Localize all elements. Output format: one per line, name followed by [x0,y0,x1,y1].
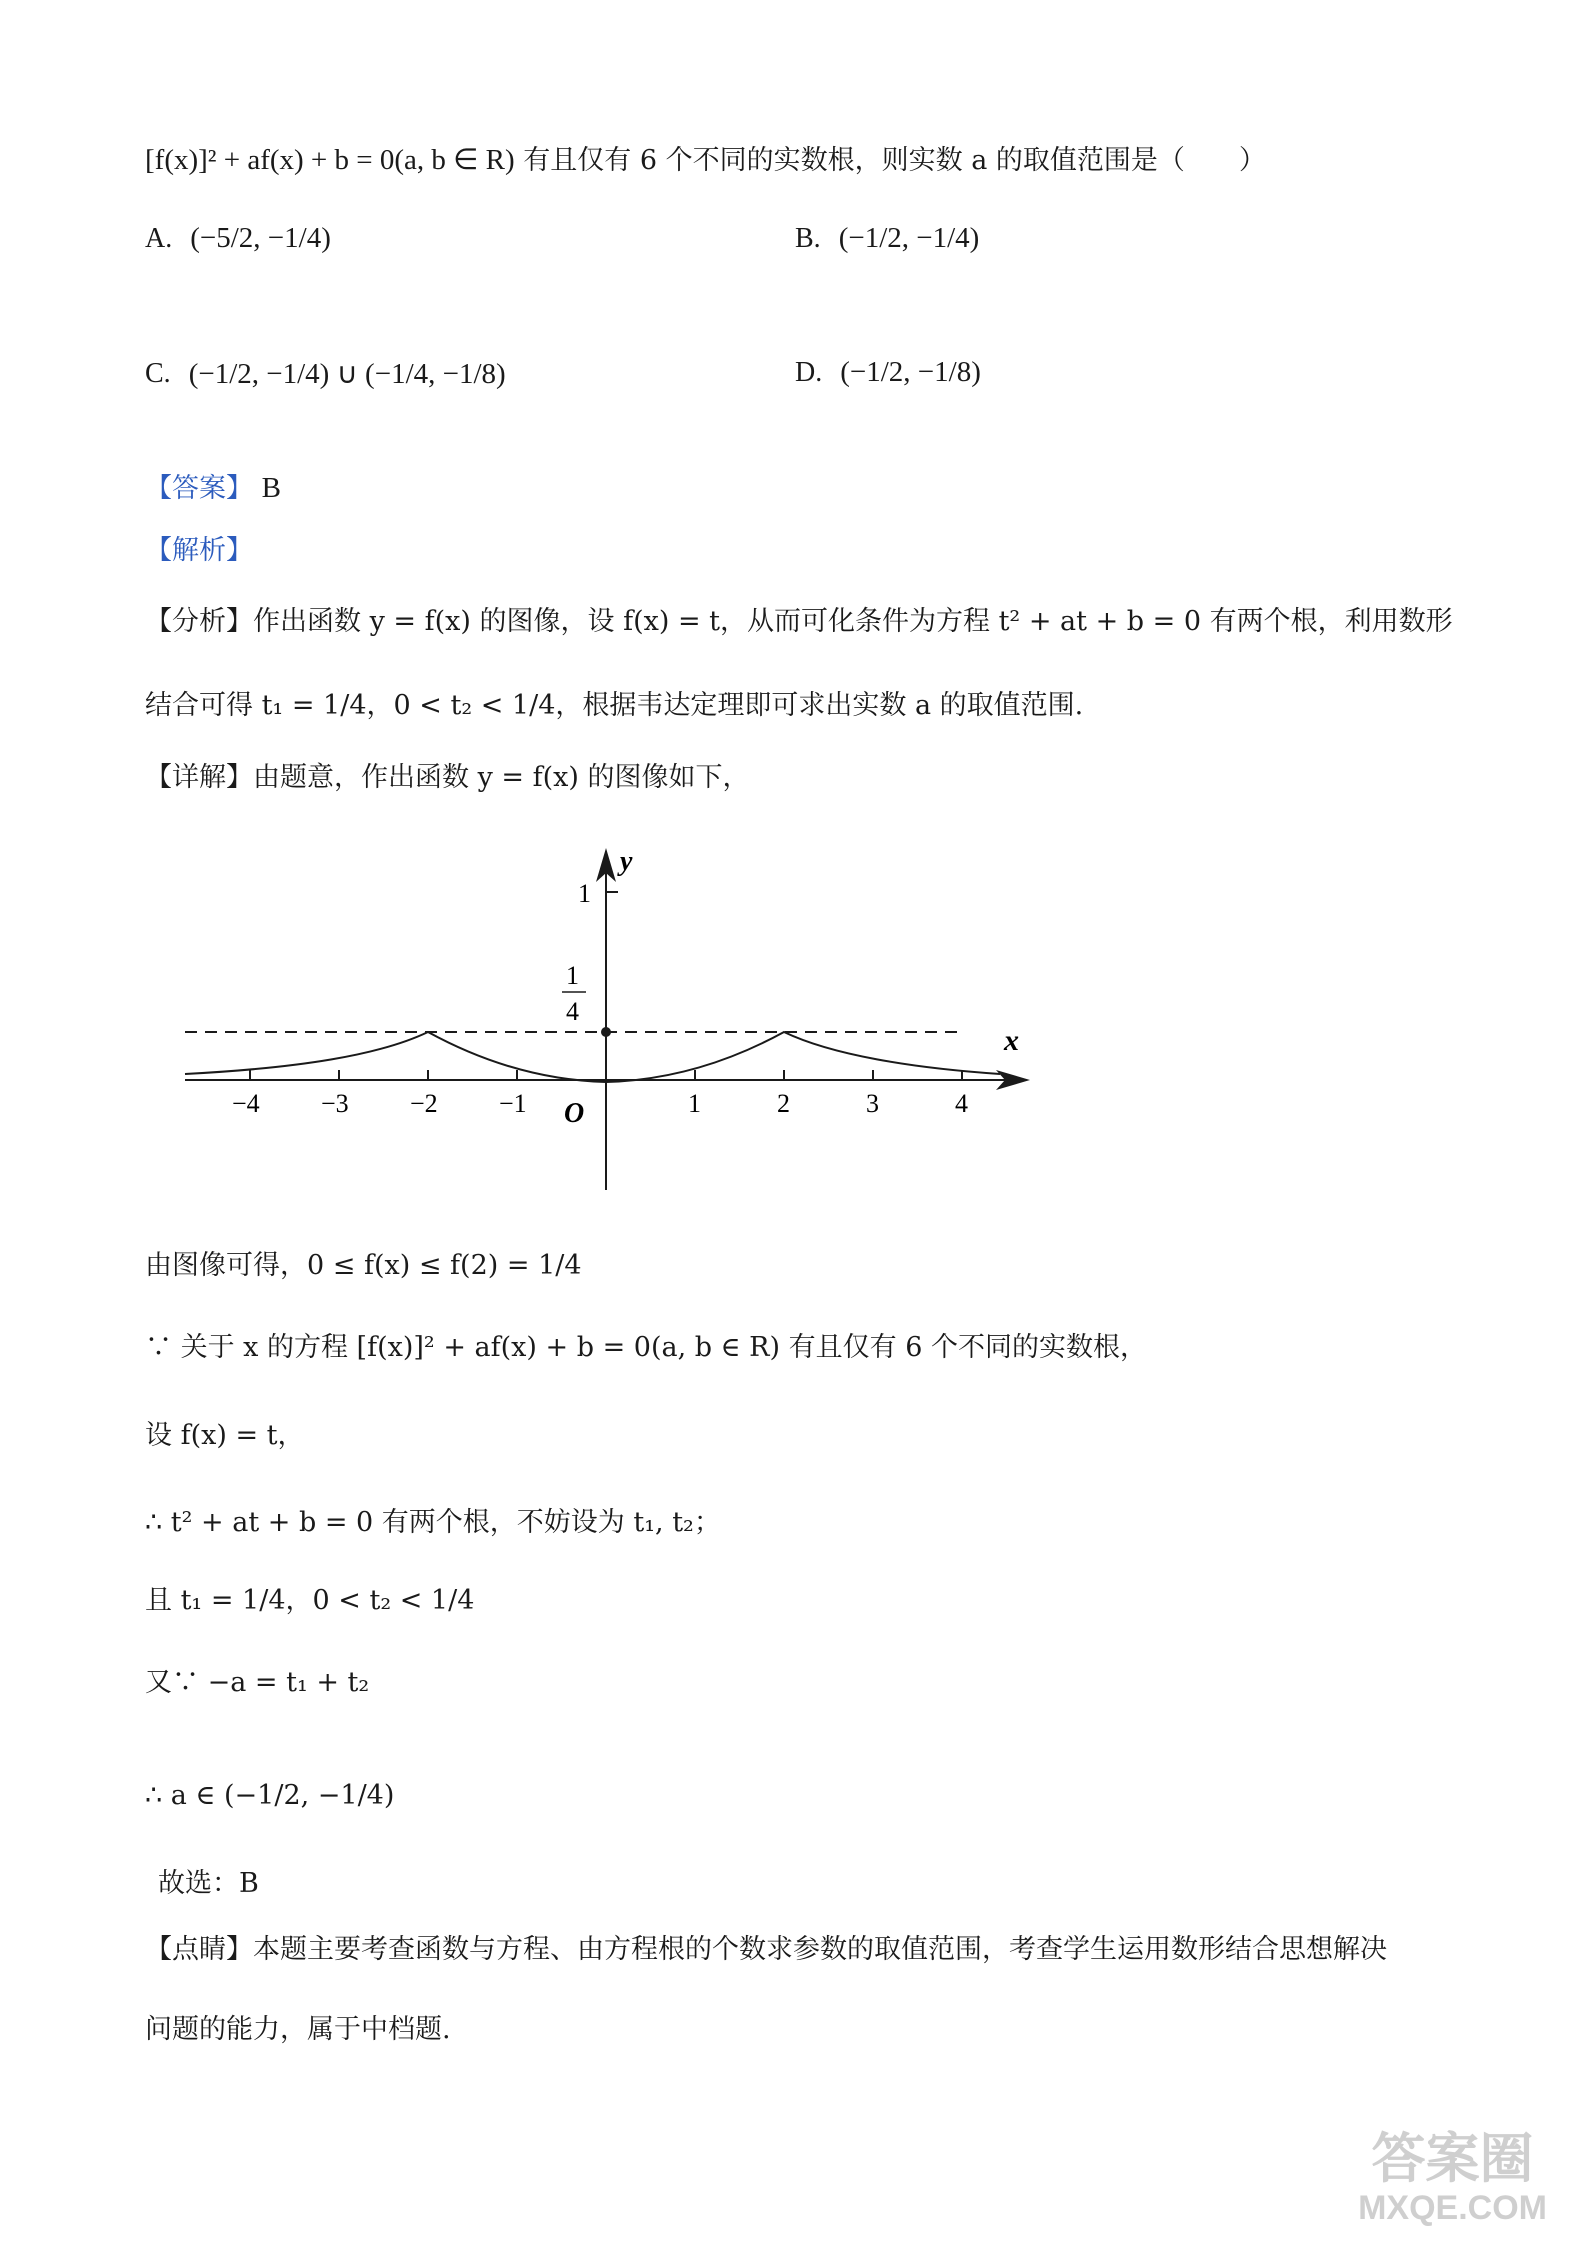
dianjing-line-1 [145,1932,1387,1968]
analysis-line [145,533,253,569]
option-a-text: (−5/2, −1/4) [190,222,331,254]
step-6: 又∵ −a = t₁ + t₂ [145,1667,370,1698]
step-7: ∴ a ∈ (−1/2, −1/4) [145,1780,395,1811]
xiangjie-tag: 【详解】 [145,762,253,793]
question-equation: [f(x)]² + af(x) + b = 0(a, b ∈ R) [145,144,515,176]
y-tick-1-label: 1 [578,879,591,908]
dianjing-line-2 [145,2012,451,2048]
option-d[interactable] [795,356,981,389]
fenxi-tag: 【分析】 [145,606,253,637]
option-d-label: D. [795,356,823,388]
answer-value: B [261,472,281,504]
x-tick-labels [232,1089,968,1118]
step-5: 且 t₁ = 1/4，0 < t₂ < 1/4 [145,1585,475,1616]
watermark-url: MXQE.COM [1358,2189,1547,2227]
fenxi-line-1 [145,604,1453,640]
function-graph [0,840,1587,1200]
x-tick-label: −1 [499,1089,527,1118]
y-axis-label: y [620,846,633,877]
analysis-tag: 【解析】 [145,535,253,566]
option-c[interactable] [145,356,506,391]
watermark [1358,2129,1547,2227]
step-2: ∵ 关于 x 的方程 [f(x)]² + af(x) + b = 0(a, b ∈ R) 有且仅有 6 个不同的实数根， [145,1332,1147,1363]
origin-label: O [564,1098,585,1129]
x-tick-label: 4 [955,1089,968,1118]
dianjing-text-2: 问题的能力，属于中档题. [145,2014,451,2045]
x-tick-label: 1 [688,1089,701,1118]
option-b-label: B. [795,222,821,254]
x-tick-label: −4 [232,1089,260,1118]
option-d-text: (−1/2, −1/8) [840,356,981,388]
xiangjie-text: 由题意，作出函数 y = f(x) 的图像如下， [253,762,750,793]
option-a-label: A. [145,222,173,254]
step-8: 故选：B [158,1868,259,1899]
question-text: 有且仅有 6 个不同的实数根，则实数 a 的取值范围是（ ） [523,145,1266,176]
step-4: ∴ t² + at + b = 0 有两个根，不妨设为 t₁, t₂； [145,1507,721,1538]
xiangjie-line [145,760,750,796]
option-c-text: (−1/2, −1/4) ∪ (−1/4, −1/8) [188,358,506,390]
x-tick-label: 2 [777,1089,790,1118]
step-3: 设 f(x) = t， [145,1420,305,1451]
x-axis-label: x [1004,1024,1019,1057]
option-a[interactable] [145,222,331,255]
question-line [145,142,1266,179]
quarter-num: 1 [566,961,579,990]
dianjing-tag: 【点睛】 [145,1934,253,1965]
fenxi-line-2 [145,688,1083,724]
dianjing-text-1: 本题主要考查函数与方程、由方程根的个数求参数的取值范围，考查学生运用数形结合思想解决 [253,1934,1387,1965]
function-curve [185,1032,1000,1082]
fenxi-text-1: 作出函数 y = f(x) 的图像，设 f(x) = t，从而可化条件为方程 t² + at + b = 0 有两个根，利用数形 [253,606,1453,637]
option-c-label: C. [145,357,171,389]
x-tick-label: −2 [410,1089,438,1118]
answer-line [145,470,281,507]
answer-tag: 【答案】 [145,473,253,504]
option-b[interactable] [795,222,979,255]
fenxi-text-2: 结合可得 t₁ = 1/4，0 < t₂ < 1/4，根据韦达定理即可求出实数 a 的取值范围. [145,690,1084,721]
x-tick-label: −3 [321,1089,349,1118]
option-b-text: (−1/2, −1/4) [838,222,980,254]
watermark-logo-text: 答案圈 [1371,2129,1534,2189]
x-tick-label: 3 [866,1089,879,1118]
point-0-quarter [601,1027,611,1037]
quarter-den: 4 [566,997,579,1026]
step-1: 由图像可得，0 ≤ f(x) ≤ f(2) = 1/4 [145,1250,582,1281]
